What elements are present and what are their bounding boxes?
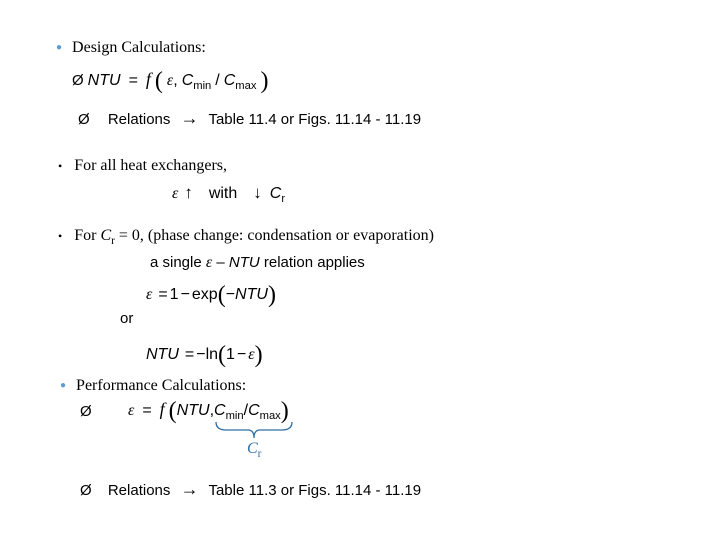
single-relation-row — [150, 254, 365, 272]
close-paren: ) — [280, 398, 289, 424]
relations-label: Relations — [107, 482, 171, 499]
ntu-ln-equation — [146, 342, 263, 369]
c-r-symbol — [100, 227, 115, 247]
c-letter: C — [248, 402, 260, 420]
c-r-symbol — [269, 185, 286, 205]
relations-reference: Table 11.3 or Figs. 11.14 - 11.19 — [208, 482, 422, 499]
arrow-bullet-icon: Ø — [72, 72, 84, 90]
single-post: relation applies — [263, 254, 365, 271]
c-max-symbol — [223, 72, 257, 93]
relations-reference: Table 11.4 or Figs. 11.14 - 11.19 — [208, 111, 422, 128]
or-word: or — [120, 310, 134, 327]
arrow-bullet-icon: Ø — [80, 482, 92, 499]
slash: / — [215, 72, 220, 90]
performance-heading: Performance Calculations: — [76, 377, 247, 394]
epsilon-symbol: ε — [146, 286, 153, 304]
design-heading-row — [56, 39, 206, 57]
brace-c-r-label — [247, 440, 261, 460]
small-bullet-icon: • — [58, 159, 63, 173]
min-subscript: min — [193, 80, 212, 93]
close-paren: ) — [267, 282, 276, 308]
slash: / — [243, 402, 249, 420]
open-paren: ( — [168, 398, 177, 424]
one: 1 — [226, 346, 235, 364]
epsilon-exp-equation — [146, 282, 276, 309]
comma: , — [209, 402, 215, 420]
c-max-symbol — [248, 402, 281, 423]
epsilon-symbol: ε — [172, 185, 179, 202]
ntu-symbol: NTU — [228, 254, 260, 271]
round-bullet-icon: ● — [56, 42, 63, 53]
negative-sign: − — [225, 286, 236, 304]
performance-heading-row — [60, 377, 246, 395]
comma: , — [173, 72, 178, 90]
arrow-bullet-icon: Ø — [80, 403, 92, 420]
c-min-symbol — [214, 402, 244, 423]
negative-sign: − — [196, 346, 206, 364]
r-subscript: r — [281, 192, 286, 205]
trend-equation-row — [172, 183, 285, 205]
down-arrow-icon: ↓ — [253, 183, 262, 202]
design-relations-row — [78, 108, 421, 129]
epsilon-symbol: ε — [128, 402, 135, 420]
function-f: f — [145, 69, 151, 90]
exp-function: exp — [191, 286, 218, 304]
single-pre: a single — [150, 254, 202, 271]
right-arrow-icon: → — [180, 479, 199, 499]
performance-relations-row — [80, 479, 421, 500]
epsilon-symbol: ε — [166, 72, 174, 90]
c-letter: C — [214, 402, 226, 420]
arrow-bullet-icon: Ø — [78, 111, 90, 128]
c-letter: C — [269, 185, 282, 202]
relations-label: Relations — [107, 111, 171, 128]
up-arrow-icon: ↑ — [184, 183, 193, 202]
design-equation-row — [72, 68, 268, 95]
c-letter: C — [100, 227, 112, 244]
cr-zero-row — [58, 227, 434, 247]
ln-function: ln — [205, 346, 219, 364]
r-subscript: r — [111, 234, 115, 247]
round-bullet-icon: ● — [60, 380, 67, 391]
c-letter: C — [223, 72, 236, 90]
epsilon-symbol: ε — [205, 254, 213, 271]
all-exchangers-text: For all heat exchangers, — [74, 157, 228, 174]
min-subscript: min — [225, 410, 244, 423]
en-dash: – — [216, 254, 225, 271]
equals-sign: = — [158, 286, 168, 304]
r-subscript: r — [257, 447, 262, 460]
minus-sign: − — [180, 286, 190, 304]
c-letter: C — [247, 440, 258, 457]
minus-sign: − — [236, 346, 247, 364]
open-paren: ( — [218, 342, 227, 368]
equals-sign: = — [184, 346, 195, 364]
all-exchangers-row — [58, 157, 227, 175]
cr-zero-text: = 0, (phase change: condensation or evaporation) — [118, 227, 434, 244]
ntu-symbol: NTU — [87, 72, 121, 90]
c-min-symbol — [181, 72, 212, 93]
c-letter: C — [181, 72, 194, 90]
for-word: For — [74, 227, 97, 244]
equals-sign: = — [142, 402, 152, 420]
open-paren: ( — [154, 68, 163, 94]
function-f: f — [159, 399, 165, 420]
ntu-symbol: NTU — [235, 286, 268, 304]
design-heading: Design Calculations: — [72, 39, 206, 56]
open-paren: ( — [217, 282, 226, 308]
max-subscript: max — [259, 410, 281, 423]
ntu-symbol: NTU — [146, 346, 179, 364]
ntu-symbol: NTU — [176, 402, 210, 420]
equals-sign: = — [128, 72, 138, 90]
close-paren: ) — [260, 68, 269, 94]
max-subscript: max — [235, 80, 257, 93]
right-arrow-icon: → — [180, 108, 199, 128]
small-bullet-icon: • — [58, 229, 63, 243]
underbrace-icon — [214, 420, 294, 440]
with-word: with — [208, 185, 238, 202]
epsilon-symbol: ε — [248, 346, 255, 364]
one: 1 — [169, 286, 179, 304]
close-paren: ) — [254, 342, 263, 368]
